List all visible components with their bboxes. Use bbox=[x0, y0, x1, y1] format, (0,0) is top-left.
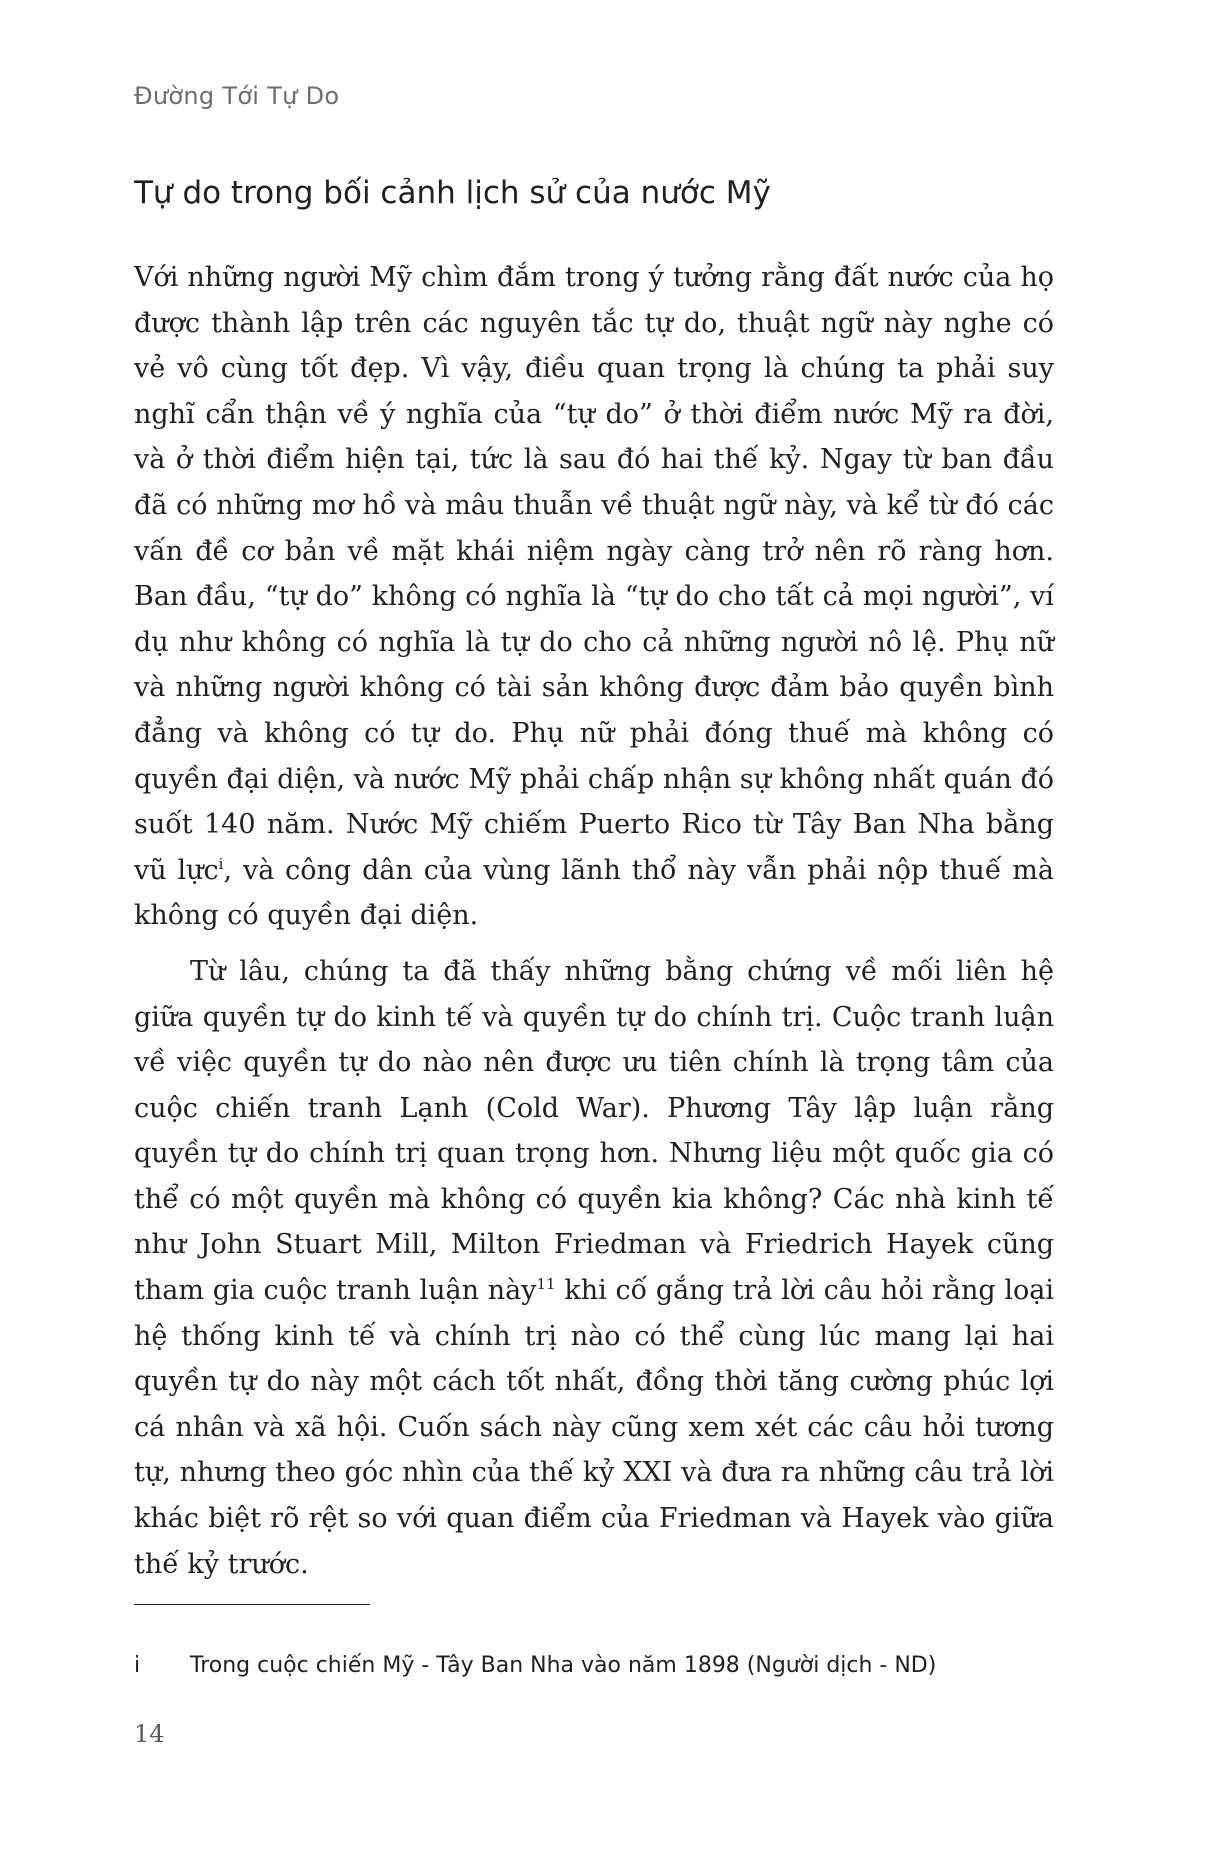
page-number: 14 bbox=[134, 1720, 165, 1748]
footnote-ref-i: i bbox=[218, 854, 224, 873]
paragraph-1-text-a: Với những người Mỹ chìm đắm trong ý tưởng rằng đất nước của họ được thành lập trên các nguyên tắc tự do, thuật ngữ này nghe có vẻ vô cùng tốt đẹp. Vì vậy, điều quan trọng là chúng ta phải suy nghĩ cẩn thận về ý nghĩa của “tự do” ở thời điểm nước Mỹ ra đời, và ở thời điểm hiện tại, tức là sau đó hai thế kỷ. Ngay từ ban đầu đã có những mơ hồ và mâu thuẫn về thuật ngữ này, và kể từ đó các vấn đề cơ bản về mặt khái niệm ngày càng trở nên rõ ràng hơn. Ban đầu, “tự do” không có nghĩa là “tự do cho tất cả mọi người”, ví dụ như không có nghĩa là tự do cho cả những người nô lệ. Phụ nữ và những người không có tài sản không được đảm bảo quyền bình đẳng và không có tự do. Phụ nữ phải đóng thuế mà không có quyền đại diện, và nước Mỹ phải chấp nhận sự không nhất quán đó suốt 140 năm. Nước Mỹ chiếm Puerto Rico từ Tây Ban Nha bằng vũ lực bbox=[134, 262, 1054, 886]
body-text bbox=[134, 255, 1054, 1587]
footnote-rule bbox=[134, 1604, 370, 1605]
footnote bbox=[134, 1653, 936, 1679]
paragraph-1-text-b: , và công dân của vùng lãnh thổ này vẫn phải nộp thuế mà không có quyền đại diện. bbox=[134, 854, 1055, 932]
paragraph-2-text-b: khi cố gắng trả lời câu hỏi rằng loại hệ thống kinh tế và chính trị nào có thể cùng lúc mang lại hai quyền tự do này một cách tốt nhất, đồng thời tăng cường phúc lợi cá nhân và xã hội. Cuốn sách này cũng xem xét các câu hỏi tương tự, nhưng theo góc nhìn của thế kỷ XXI và đưa ra những câu trả lời khác biệt rõ rệt so với quan điểm của Friedman và Hayek vào giữa thế kỷ trước. bbox=[134, 1275, 1055, 1580]
paragraph-2 bbox=[134, 949, 1054, 1587]
endnote-ref-11: 11 bbox=[536, 1275, 556, 1294]
running-head: Đường Tới Tự Do bbox=[134, 82, 340, 110]
section-title: Tự do trong bối cảnh lịch sử của nước Mỹ bbox=[134, 175, 771, 211]
paragraph-1 bbox=[134, 255, 1054, 939]
footnote-marker: i bbox=[134, 1653, 141, 1678]
footnote-text: Trong cuộc chiến Mỹ - Tây Ban Nha vào năm 1898 (Người dịch - ND) bbox=[190, 1653, 937, 1678]
paragraph-2-text-a: Từ lâu, chúng ta đã thấy những bằng chứng về mối liên hệ giữa quyền tự do kinh tế và quyền tự do chính trị. Cuộc tranh luận về việc quyền tự do nào nên được ưu tiên chính là trọng tâm của cuộc chiến tranh Lạnh (Cold War). Phương Tây lập luận rằng quyền tự do chính trị quan trọng hơn. Nhưng liệu một quốc gia có thể có một quyền mà không có quyền kia không? Các nhà kinh tế như John Stuart Mill, Milton Friedman và Friedrich Hayek cũng tham gia cuộc tranh luận này bbox=[134, 955, 1054, 1307]
